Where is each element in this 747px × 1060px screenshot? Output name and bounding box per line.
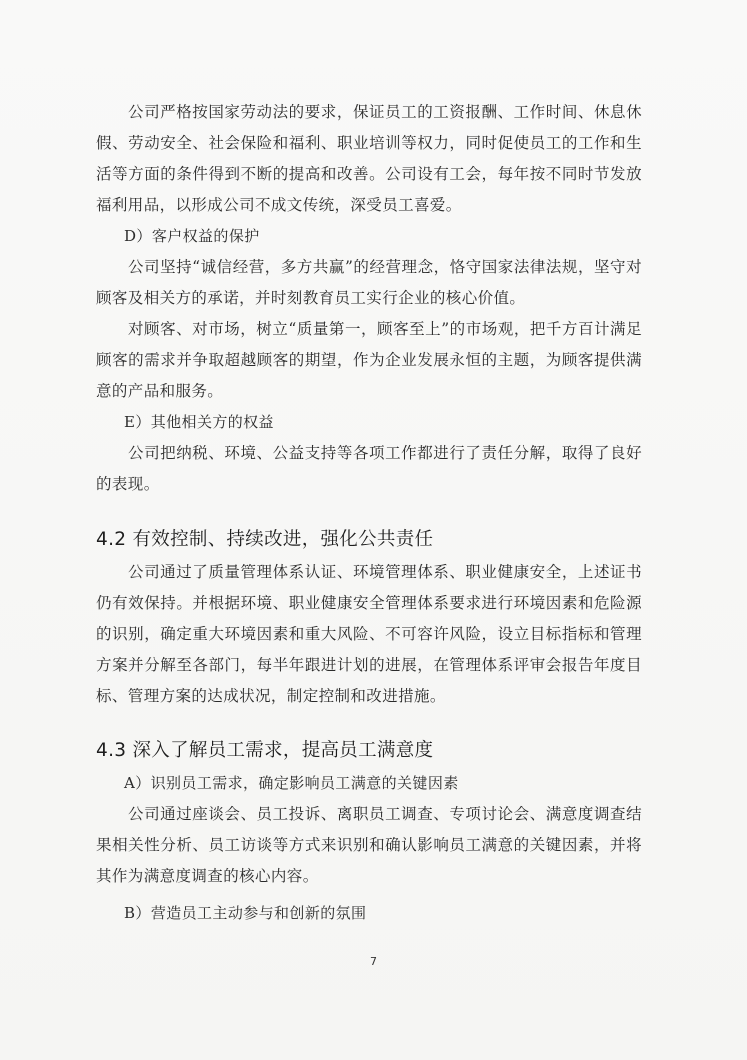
paragraph-section-4-2: 公司通过了质量管理体系认证、环境管理体系、职业健康安全，上述证书仍有效保持。并根据环境、职业健康安全管理体系要求进行环境因素和危险源的识别，确定重大环境因素和重大风险、不可容许风险，设立目标指标和管理方案并分解至各部门，每半年跟进计划的进展，在管理体系评审会报告年度目标、管理方案的达成状况，制定控制和改进措施。	[96, 563, 642, 705]
section-heading-4-2: 4.2 有效控制、持续改进，强化公共责任	[96, 529, 434, 550]
paragraph-other-parties: 公司把纳税、环境、公益支持等各项工作都进行了责任分解，取得了良好的表现。	[96, 444, 642, 493]
section-heading-4-3: 4.3 深入了解员工需求，提高员工满意度	[96, 740, 434, 761]
paragraph-employee-rights: 公司严格按国家劳动法的要求，保证员工的工资报酬、工作时间、休息休假、劳动安全、社会保险和福利、职业培训等权力，同时促使员工的工作和生活等方面的条件得到不断的提高和改善。公司设有工会，每年按不同时节发放福利用品，以形成公司不成文传统，深受员工喜爱。	[96, 103, 642, 214]
paragraph-customer-2: 对顾客、对市场，树立“质量第一，顾客至上”的市场观，把千方百计满足顾客的需求并争取超越顾客的期望，作为企业发展永恒的主题，为顾客提供满意的产品和服务。	[96, 320, 642, 400]
subheading-participation: B）营造员工主动参与和创新的氛围	[124, 904, 367, 922]
paragraph-customer-1: 公司坚持“诚信经营，多方共赢”的经营理念，恪守国家法律法规，坚守对顾客及相关方的承诺，并时刻教育员工实行企业的核心价值。	[96, 258, 642, 307]
subheading-customer-rights: D）客户权益的保护	[124, 227, 260, 245]
subheading-other-parties: E）其他相关方的权益	[124, 413, 274, 431]
paragraph-identify-needs: 公司通过座谈会、员工投诉、离职员工调查、专项讨论会、满意度调查结果相关性分析、员工访谈等方式来识别和确认影响员工满意的关键因素，并将其作为满意度调查的核心内容。	[96, 805, 642, 885]
subheading-identify-needs: A）识别员工需求，确定影响员工满意的关键因素	[124, 774, 459, 792]
document-body	[96, 97, 642, 929]
page-number: 7	[370, 955, 377, 968]
